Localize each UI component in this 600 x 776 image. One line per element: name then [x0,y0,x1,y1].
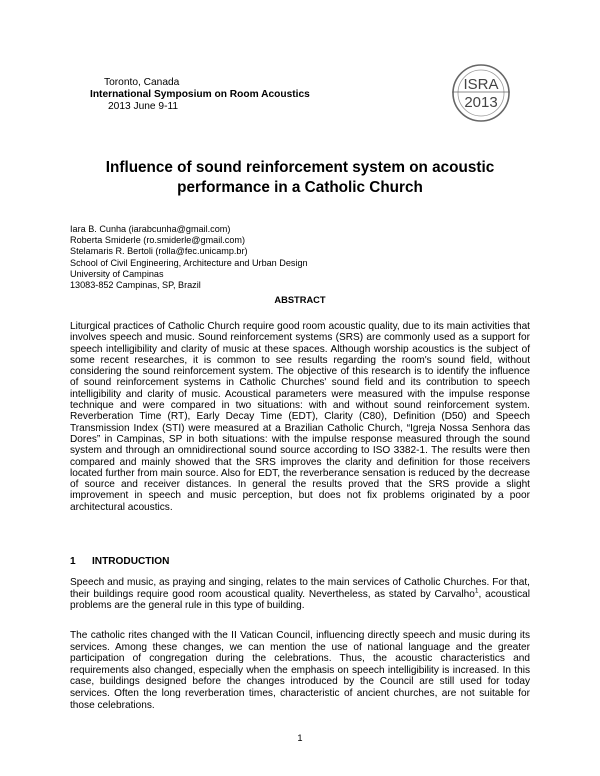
para1-text-b: , acoustical problems are the general rule in this type of building. [70,588,530,612]
abstract-text: Liturgical practices of Catholic Church require good room acoustic quality, due to its main activities that involves speech and music. Sound reinforcement systems (SRS) are commonly used as a support for speech intelligibility and clarity of music at these spaces. Although worship acoustics is the subject of some recent researches, it is common to see results regarding the room's sound field, without considering the sound reinforcement system. The objective of this research is to identify the influence of sound reinforcement systems in Catholic Churches' sound field and its contribution to speech intelligibility and clarity of music. Acoustical parameters were measured with the impulse response technique and were compared in two situations: with and without sound reinforcement system. Reverberation Time (RT), Early Decay Time (EDT), Clarity (C80), Definition (D50) and Speech Transmission Index (STI) were measured at a Brazilian Catholic Church, “Igreja Nossa Senhora das Dores” in Campinas, SP in both situations: with the impulse response measured through the sound system and through an omnidirectional sound source according to ISO 3382-1. The results were then compared and mainly showed that the SRS improves the clarity and definition for those receivers located further from main source. Also for EDT, the reverberance sensation is reduced by the decrease of source and receiver distances. In general the results proved that the SRS provide a slight improvement in speech and music perception, but does not fix problems originated by a poor architectural acoustics. [70,321,530,513]
para1-text-a: Speech and music, as praying and singing, relates to the main services of Catholic Churches. For that, their buildings require good room acoustical quality. Nevertheless, as stated by Carvalho [70,577,530,600]
citation-ref[interactable]: 1 [474,587,479,595]
logo-line1: ISRA [463,76,499,93]
conference-name: International Symposium on Room Acoustics [90,89,310,100]
affiliation-line: University of Campinas [70,268,164,279]
author-block [70,224,530,291]
section-number: 1 [70,556,76,567]
conference-city: Toronto, Canada [104,77,180,88]
author-line: Roberta Smiderle (ro.smiderle@gmail.com) [70,235,245,246]
section-title: INTRODUCTION [92,556,170,567]
logo-line2: 2013 [464,94,498,111]
title-line-1: Influence of sound reinforcement system on acoustic [105,159,495,176]
paper-title [70,158,530,198]
conference-date: 2013 June 9-11 [108,101,179,112]
intro-paragraph-1 [70,577,530,612]
section-heading [70,556,169,567]
affiliation-line: School of Civil Engineering, Architecture and Urban Design [70,257,308,268]
abstract-heading: ABSTRACT [274,295,326,305]
affiliation-line: 13083-852 Campinas, SP, Brazil [70,280,201,291]
title-line-2: performance in a Catholic Church [177,179,423,196]
author-line: Iara B. Cunha (iarabcunha@gmail.com) [70,224,231,234]
intro-paragraph-2: The catholic rites changed with the II Vatican Council, influencing directly speech and music during its services. Among these changes, we can mention the use of national language and the greater participation of congregation during the celebrations. Thus, the acoustic characteristics and requirements also changed, especially when the emphasis on speech intelligibility is increased. In this case, buildings designed before the changes introduced by the Council are still used for today services. Often the long reverberation times, characteristic of ancient churches, are not suitable for those celebrations. [70,630,530,711]
page-number: 1 [297,733,303,743]
isra-logo [450,62,512,124]
author-line: Stelamaris R. Bertoli (rolla@fec.unicamp.br) [70,246,248,257]
